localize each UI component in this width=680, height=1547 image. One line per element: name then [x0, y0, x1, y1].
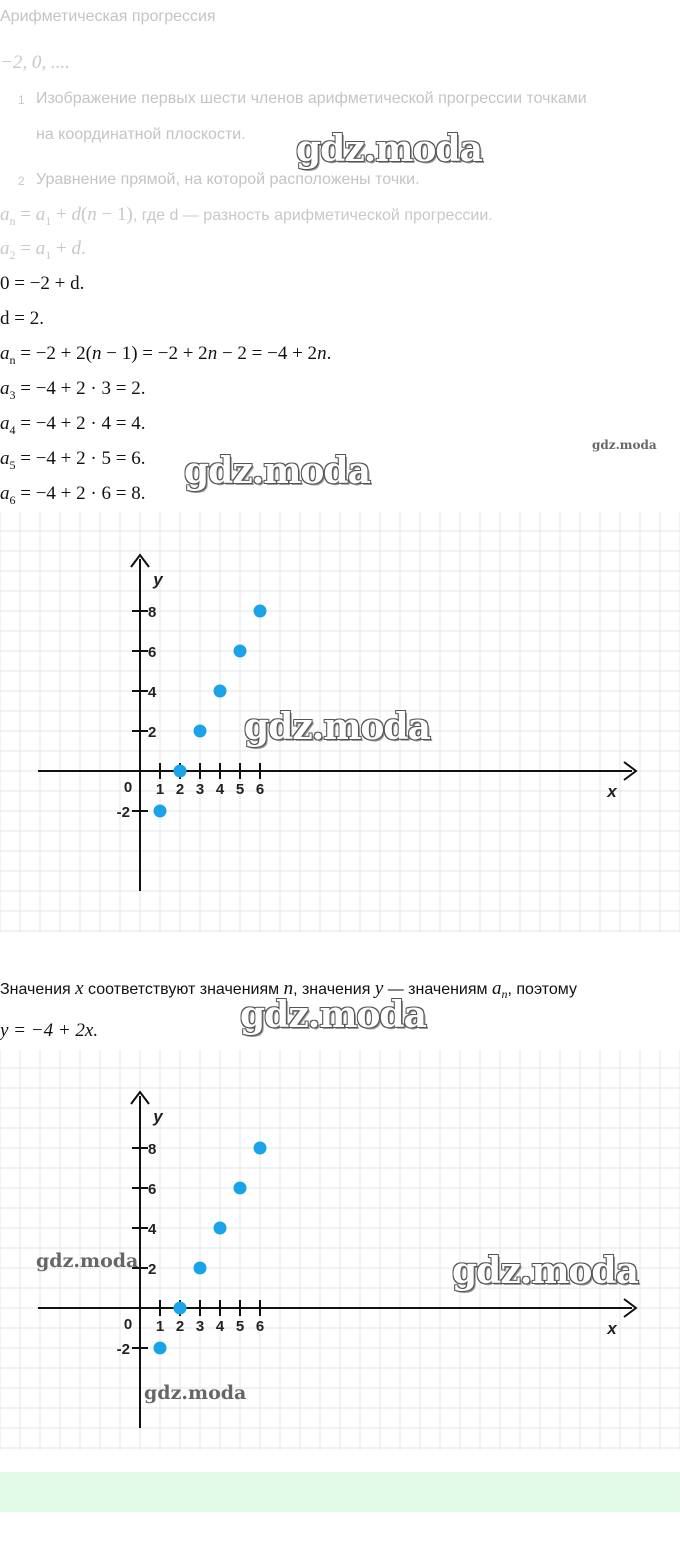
data-point	[174, 1302, 187, 1315]
explanation-paragraph: Значения x соответствуют значениям n, значения y — значениям $a_n$, поэтому	[0, 978, 577, 1002]
x-tick-label: 4	[215, 781, 225, 798]
data-point	[194, 725, 207, 738]
data-point	[214, 685, 227, 698]
data-point	[234, 645, 247, 658]
task-1-text: Изображение первых шести членов арифметической прогрессии точками	[36, 90, 587, 107]
x-tick-label: 6	[255, 781, 265, 798]
y-tick-label: -2	[116, 1341, 130, 1358]
x-tick-label: 2	[175, 781, 185, 798]
given-sequence: −2, 0, ....	[0, 52, 70, 73]
term-a3: $a_3 = -4 + 2 \cdot 3 = 2$.	[0, 378, 146, 402]
x-tick-label: 1	[155, 781, 165, 798]
watermark: gdz.moda	[36, 1250, 139, 1272]
task-2-text: Уравнение прямой, на которой расположены точки.	[36, 171, 420, 188]
origin-label: 0	[123, 1316, 133, 1333]
watermark: gdz.moda	[240, 994, 426, 1036]
data-point	[214, 1222, 227, 1235]
x-axis-label: x	[607, 1319, 617, 1338]
watermark: gdz.moda	[184, 450, 370, 492]
y-tick-label: 2	[148, 724, 157, 741]
general-formula: $a_n = a_1 + d(n - 1)$, где d — разность арифметической прогрессии.	[0, 204, 493, 228]
task-number: 1	[18, 93, 25, 107]
equation-line: 0 = −2 + d.	[0, 273, 85, 294]
watermark: gdz.moda	[244, 706, 430, 748]
x-tick-label: 3	[195, 1318, 205, 1335]
x-tick-label: 2	[175, 1318, 185, 1335]
x-tick-label: 3	[195, 781, 205, 798]
term-a5: $a_5 = -4 + 2 \cdot 5 = 6$.	[0, 448, 146, 472]
second-term-formula: $a_2 = a_1 + d$.	[0, 238, 86, 262]
watermark: gdz.moda	[592, 438, 657, 452]
page-title: Арифметическая прогрессия	[0, 8, 216, 25]
data-point	[154, 1342, 167, 1355]
y-axis-label: y	[153, 1107, 163, 1126]
x-tick-label: 5	[235, 1318, 245, 1335]
watermark: gdz.moda	[144, 1382, 247, 1404]
x-tick-label: 6	[255, 1318, 265, 1335]
footer-band	[0, 1472, 680, 1512]
equation-line: d = 2.	[0, 308, 44, 329]
data-point	[194, 1262, 207, 1275]
y-tick-label: 2	[148, 1261, 157, 1278]
y-tick-label: 8	[148, 604, 157, 621]
origin-label: 0	[123, 779, 133, 796]
watermark: gdz.moda	[296, 128, 482, 170]
y-tick-label: 4	[148, 1221, 157, 1238]
x-tick-label: 1	[155, 1318, 165, 1335]
task-1-text-continued: на координатной плоскости.	[36, 126, 246, 143]
data-point	[234, 1182, 247, 1195]
y-tick-label: 4	[148, 684, 157, 701]
term-a6: $a_6 = -4 + 2 \cdot 6 = 8$.	[0, 483, 146, 507]
general-formula-note: , где d — разность арифметической прогрессии.	[132, 207, 493, 224]
data-point	[254, 1142, 267, 1155]
watermark: gdz.moda	[452, 1250, 638, 1292]
y-axis-label: y	[153, 570, 163, 589]
y-tick-label: 8	[148, 1141, 157, 1158]
x-axis-label: x	[607, 782, 617, 801]
task-number: 2	[18, 174, 25, 188]
data-point	[254, 605, 267, 618]
data-point	[174, 765, 187, 778]
y-tick-label: -2	[116, 804, 130, 821]
data-point	[154, 805, 167, 818]
x-tick-label: 4	[215, 1318, 225, 1335]
result-equation: y = −4 + 2x.	[0, 1020, 99, 1041]
y-tick-label: 6	[148, 644, 157, 661]
nth-term-formula: $a_n = -2 + 2(n - 1) = -2 + 2n - 2 = -4 + 2n$.	[0, 343, 332, 367]
term-a4: $a_4 = -4 + 2 \cdot 4 = 4$.	[0, 413, 146, 437]
x-tick-label: 5	[235, 781, 245, 798]
y-tick-label: 6	[148, 1181, 157, 1198]
